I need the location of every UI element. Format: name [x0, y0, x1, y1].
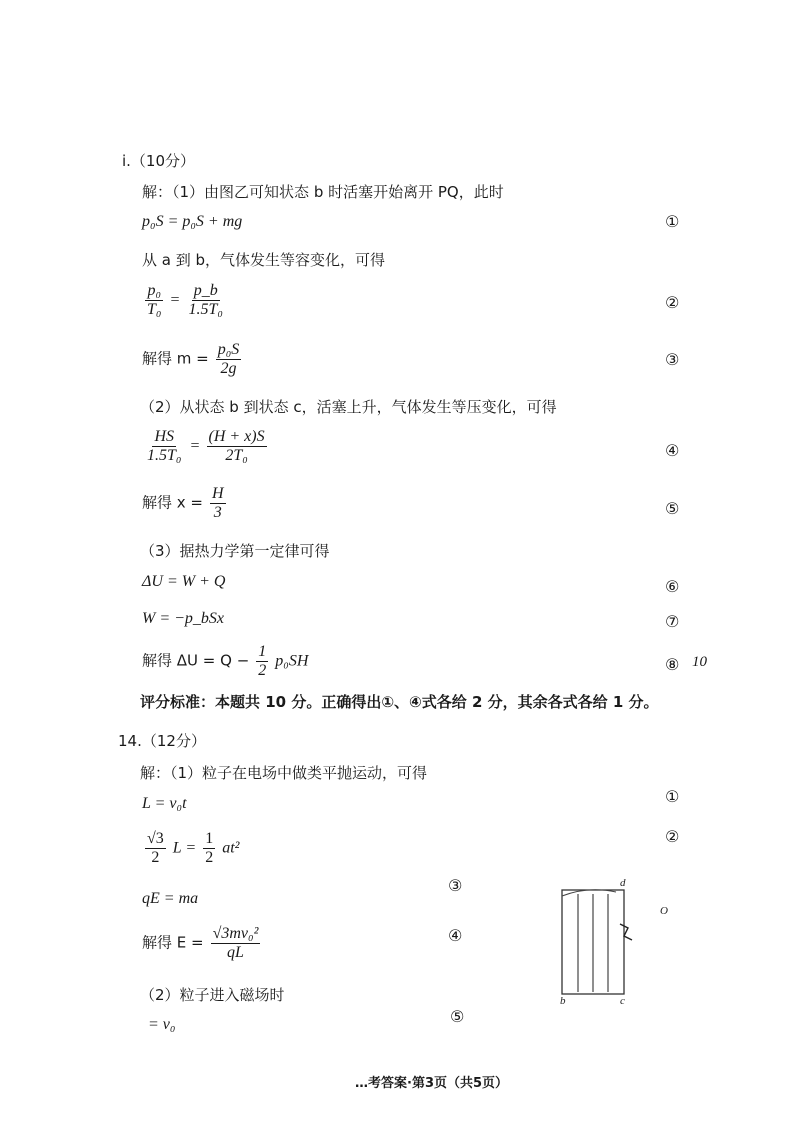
circled-5: ⑤	[665, 499, 680, 518]
q14-eq1: L = v₀t	[142, 795, 187, 812]
eq2b-mid: L =	[172, 839, 197, 857]
eq5-num: H	[210, 485, 226, 504]
eq8-num: 1	[256, 643, 268, 662]
q14-eq3: qE = ma	[142, 890, 199, 907]
q13-eq4: $\frac{HS}{\text{1.5T₀}}$ = $\frac{(H + x)S}{\text{2T₀}}$	[147, 428, 265, 465]
q13-eq7: W = −p_bSx	[142, 610, 225, 627]
eq2b-den2: 2	[205, 849, 214, 867]
label-b: b	[560, 995, 566, 1007]
page-footer: …考答案·第3页（共5页）	[355, 1076, 509, 1091]
eq4b-num: √3mv₀²	[211, 925, 261, 944]
q13-text-ab: 从 a 到 b，气体发生等容变化，可得	[142, 251, 386, 269]
circled-6: ⑥	[665, 577, 680, 596]
eq4-rhs-num: (H + x)S	[207, 428, 267, 447]
circled-3: ③	[665, 350, 680, 369]
eq2b-den1: 2	[151, 849, 160, 867]
circled-1b: ①	[665, 787, 680, 806]
eq2b-num1: √3	[145, 830, 166, 849]
circled-2b: ②	[665, 827, 680, 846]
eq8-prefix: 解得 ΔU = Q −	[142, 651, 250, 670]
eq4-lhs-den: 1.5T₀	[147, 447, 182, 465]
circled-8: ⑧	[665, 655, 680, 674]
q13-intro: 解：（1）由图乙可知状态 b 时活塞开始离开 PQ，此时	[142, 183, 504, 201]
q13-eq6: ΔU = W + Q	[142, 573, 226, 590]
q13-criteria: 评分标准：本题共 10 分。正确得出①、④式各给 2 分，其余各式各给 1 分。	[140, 693, 659, 711]
q14-eq2	[142, 830, 239, 868]
q13-eq1: p₀S = p₀S + mg	[142, 213, 243, 230]
label-o: O	[660, 905, 668, 917]
circled-1: ①	[665, 212, 680, 231]
eq2b-num2: 1	[203, 830, 215, 849]
particle-mark	[620, 924, 632, 940]
q13-eq8	[142, 643, 308, 681]
eq3-prefix: 解得 m =	[142, 349, 209, 368]
eq2-lhs-num: p₀	[145, 282, 163, 301]
q14-part2: （2）粒子进入磁场时	[140, 986, 285, 1004]
eq2-rhs-num: p_b	[192, 282, 220, 301]
eq4b-den: qL	[227, 944, 244, 962]
circled-4b: ④	[448, 926, 463, 945]
circled-5b: ⑤	[450, 1007, 465, 1026]
eq4-lhs-num: HS	[152, 428, 176, 447]
eq2-lhs-den: T₀	[147, 301, 162, 319]
eq8-suffix: p₀SH	[275, 652, 309, 670]
eq5-prefix: 解得 x =	[142, 493, 203, 512]
q13-header: i.（10分）	[122, 152, 196, 170]
eq2b-suffix: at²	[222, 839, 240, 857]
q13-part3: （3）据热力学第一定律可得	[140, 542, 330, 560]
q13-eq2: $\frac{\text{p₀}}{\text{T₀}}$ = $\frac{p\_b}{\text{1.5T₀}}$	[147, 282, 223, 319]
eq2-rhs-den: 1.5T₀	[188, 301, 223, 319]
label-c: c	[620, 995, 625, 1007]
q14-header: 14.（12分）	[118, 732, 206, 750]
handwritten-score: 10	[692, 654, 707, 670]
eq3-den: 2g	[220, 360, 237, 378]
eq4b-prefix: 解得 E =	[142, 933, 204, 952]
eq3-num: p₀S	[216, 341, 242, 360]
q13-eq5	[142, 485, 229, 523]
circled-2: ②	[665, 293, 680, 312]
q13-eq3	[142, 341, 244, 379]
q14-eq5: = v₀	[148, 1016, 176, 1033]
label-d: d	[620, 877, 626, 889]
q14-intro: 解：（1）粒子在电场中做类平抛运动，可得	[140, 764, 428, 782]
field-diagram	[548, 872, 688, 1007]
eq4-rhs-den: 2T₀	[225, 447, 248, 465]
q14-eq4	[142, 925, 263, 963]
q13-part2: （2）从状态 b 到状态 c，活塞上升，气体发生等压变化，可得	[140, 398, 557, 416]
eq8-den: 2	[258, 662, 267, 680]
eq5-den: 3	[213, 504, 222, 522]
circled-4: ④	[665, 441, 680, 460]
circled-3b: ③	[448, 876, 463, 895]
circled-7: ⑦	[665, 612, 680, 631]
